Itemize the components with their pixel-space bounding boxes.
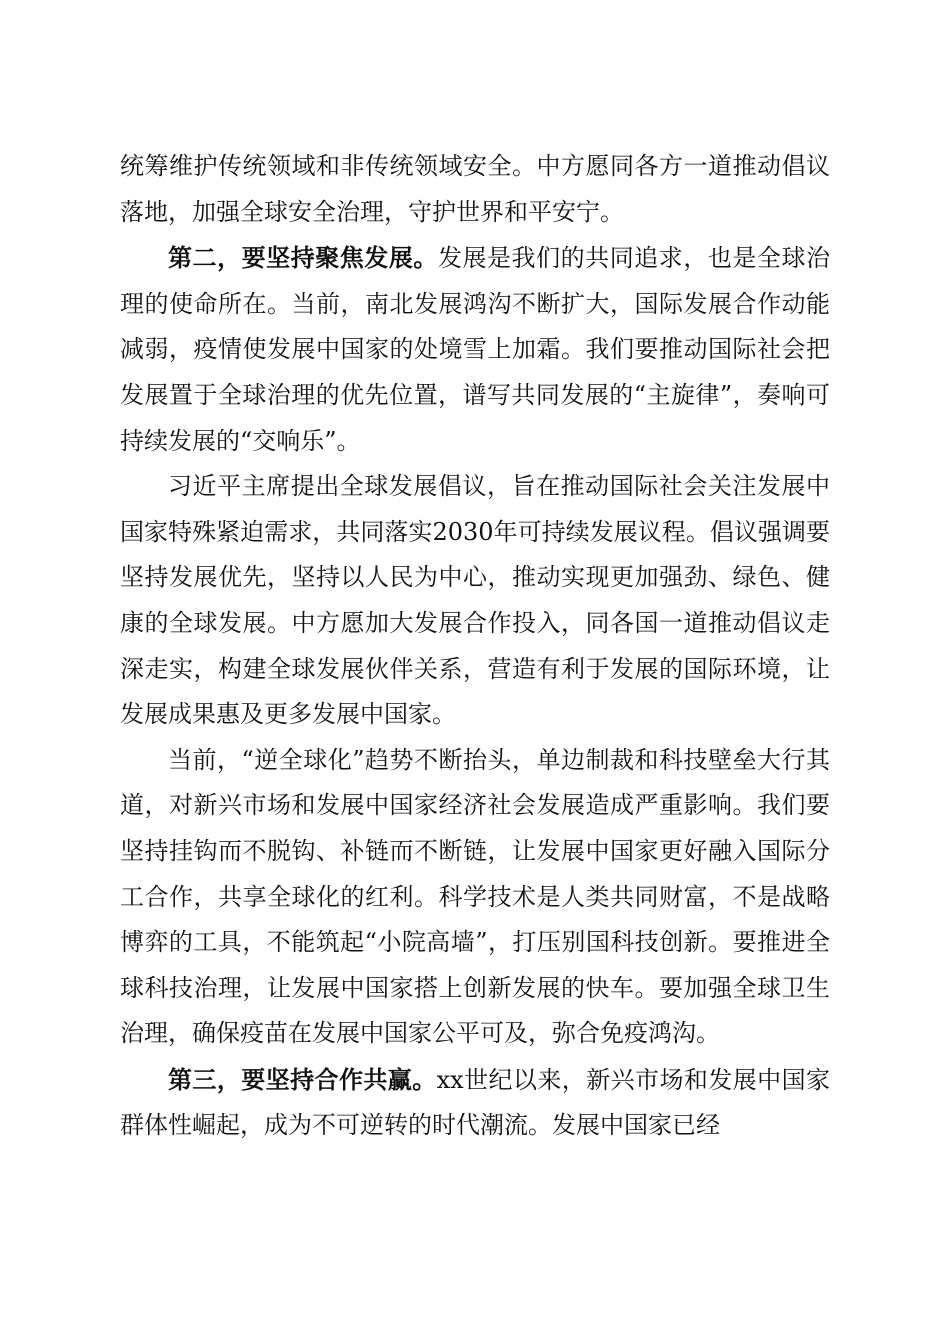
paragraph-1-text: 统筹维护传统领域和非传统领域安全。中方愿同各方一道推动倡议落地，加强全球安全治理，守护世界和平安宁。	[120, 152, 830, 226]
paragraph-3-text: 习近平主席提出全球发展倡议，旨在推动国际社会关注发展中国家特殊紧迫需求，共同落实2030年可持续发展议程。倡议强调要坚持发展优先，坚持以人民为中心，推动实现更加强劲、绿色、健康的全球发展。中方愿加大发展合作投入，同各国一道推动倡议走深走实，构建全球发展伙伴关系，营造有利于发展的国际环境，让发展成果惠及更多发展中国家。	[120, 472, 830, 729]
paragraph-1	[120, 144, 830, 235]
paragraph-4-text: 当前，“逆全球化”趋势不断抬头，单边制裁和科技壁垒大行其道，对新兴市场和发展中国家经济社会发展造成严重影响。我们要坚持挂钩而不脱钩、补链而不断链，让发展中国家更好融入国际分工合作，共享全球化的红利。科学技术是人类共同财富，不是战略博弈的工具，不能筑起“小院高墙”，打压别国科技创新。要推进全球科技治理，让发展中国家搭上创新发展的快车。要加强全球卫生治理，确保疫苗在发展中国家公平可及，弥合免疫鸿沟。	[120, 745, 830, 1048]
paragraph-5-text: xx世纪以来，新兴市场和发展中国家群体性崛起，成为不可逆转的时代潮流。发展中国家已经	[120, 1065, 830, 1140]
document-body	[120, 144, 830, 1149]
paragraph-2-text: 发展是我们的共同追求，也是全球治理的使命所在。当前，南北发展鸿沟不断扩大，国际发展合作动能减弱，疫情使发展中国家的处境雪上加霜。我们要推动国际社会把发展置于全球治理的优先位置，谱写共同发展的“主旋律”，奏响可持续发展的“交响乐”。	[120, 244, 831, 455]
paragraph-3	[120, 464, 830, 738]
paragraph-5-heading: 第三，要坚持合作共赢。	[168, 1064, 437, 1094]
paragraph-5	[120, 1057, 830, 1149]
paragraph-2-heading: 第二，要坚持聚焦发展。	[168, 243, 438, 273]
paragraph-4	[120, 738, 830, 1057]
paragraph-2	[120, 235, 830, 464]
